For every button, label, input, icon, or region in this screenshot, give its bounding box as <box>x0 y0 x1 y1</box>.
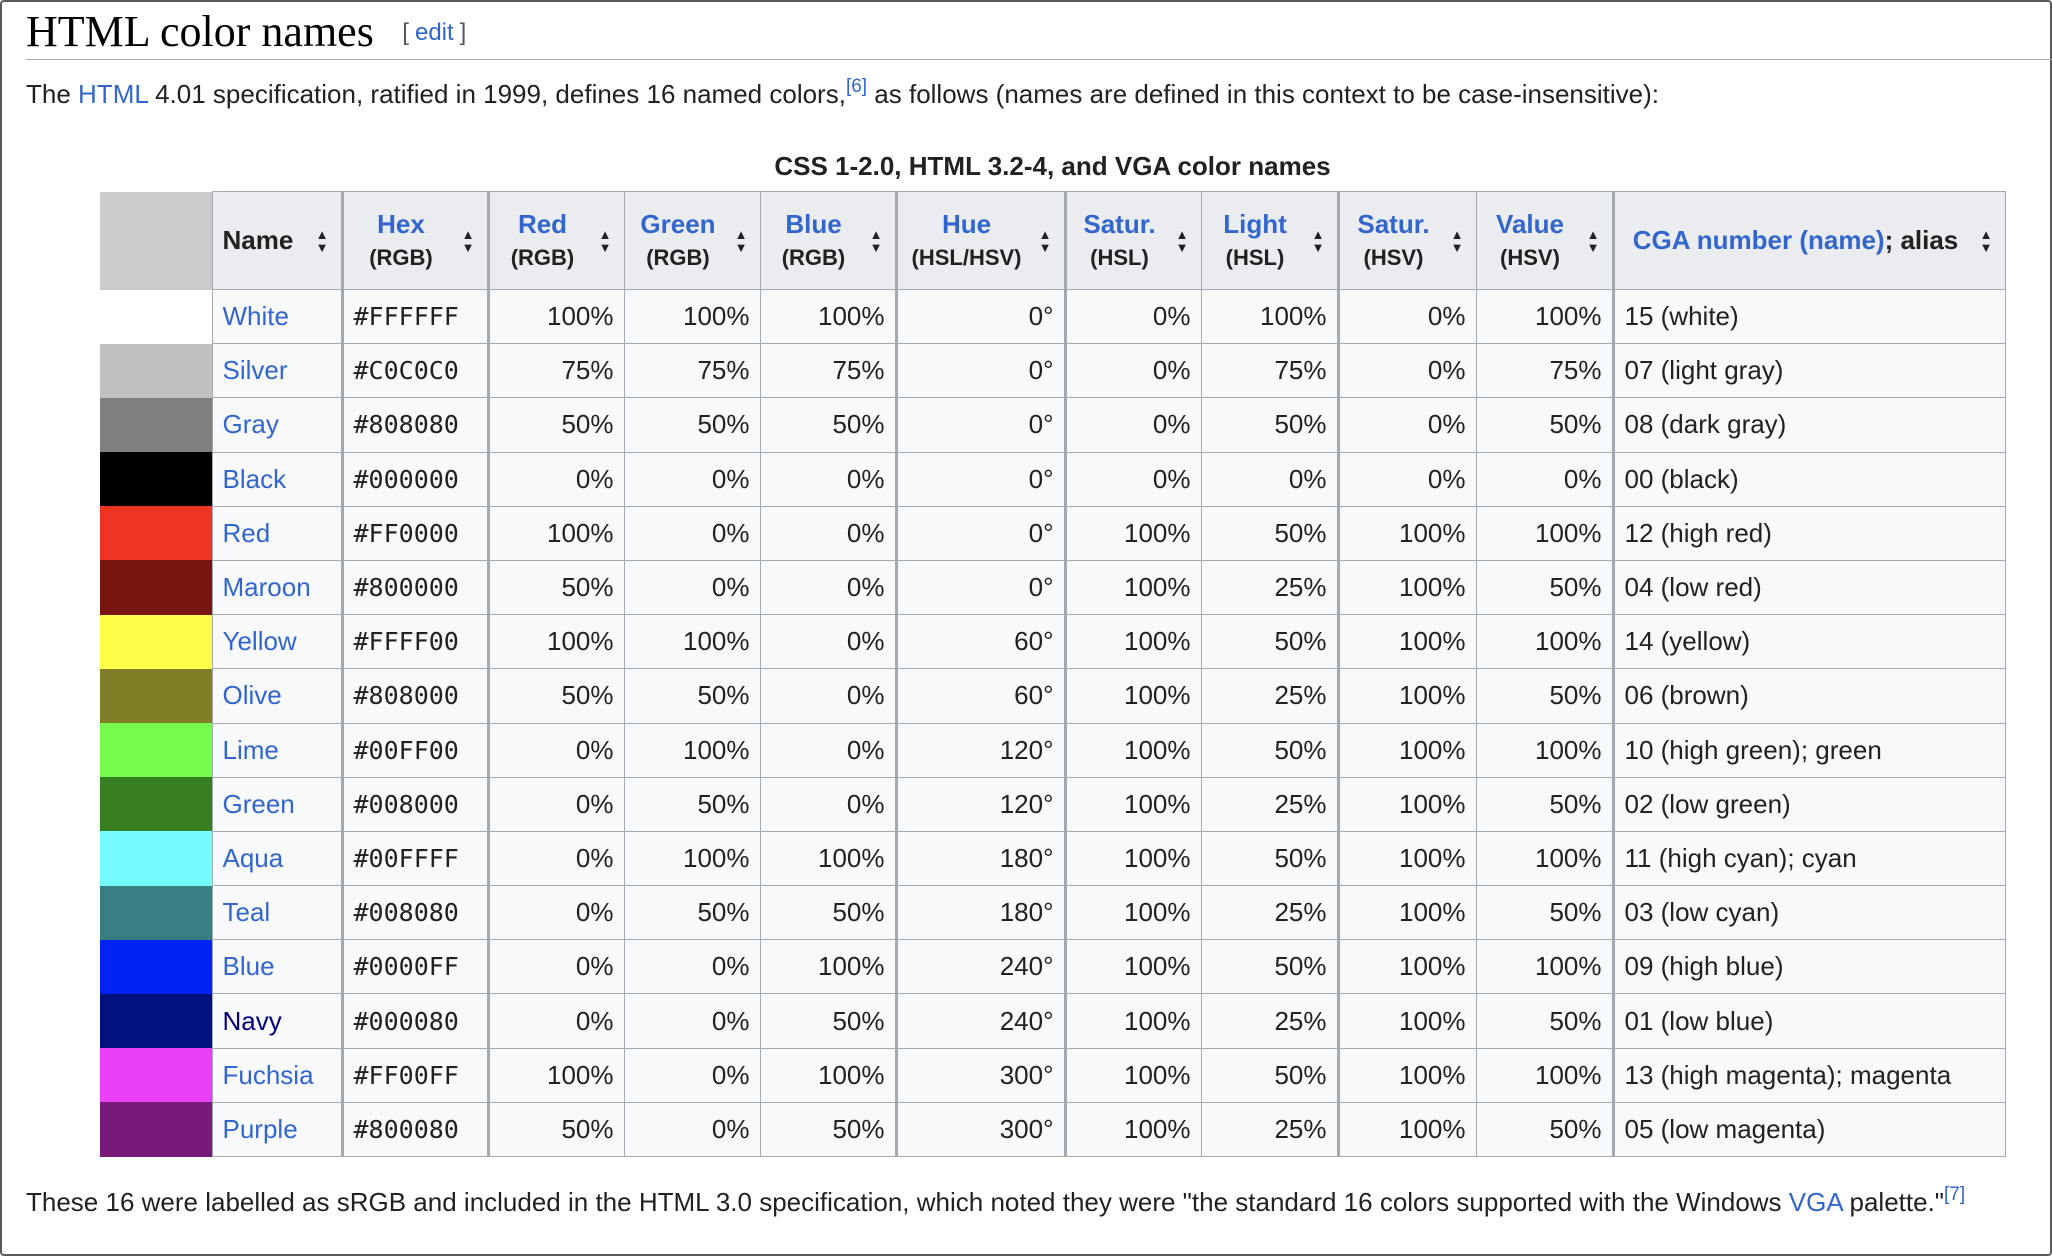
hex-cell: #808000 <box>342 669 488 723</box>
cga-cell: 03 (low cyan) <box>1613 886 2005 940</box>
color-name-cell <box>212 615 342 669</box>
light-cell: 25% <box>1201 560 1338 614</box>
saturation-hsl-cell: 100% <box>1065 994 1201 1048</box>
color-swatch <box>100 398 212 452</box>
color-swatch <box>100 886 212 940</box>
saturation-hsv-cell: 100% <box>1338 669 1476 723</box>
hue-cell: 180° <box>896 831 1065 885</box>
table-row <box>100 886 2005 940</box>
intro-paragraph: The HTML 4.01 specification, ratified in 1999, defines 16 named colors,[6] as follows (names are defined in this context to be case-insensitive): <box>26 76 1660 109</box>
light-cell: 50% <box>1201 831 1338 885</box>
col-header-green[interactable]: Green (RGB) ▲ ▼ <box>624 192 760 290</box>
red-cell: 0% <box>488 886 624 940</box>
hex-cell: #808080 <box>342 398 488 452</box>
col-header-hex[interactable]: Hex (RGB) ▲ ▼ <box>342 192 488 290</box>
light-cell: 50% <box>1201 723 1338 777</box>
sort-icon[interactable]: ▲ ▼ <box>598 226 612 255</box>
color-name-link[interactable]: Green <box>222 788 295 819</box>
red-cell: 0% <box>488 723 624 777</box>
saturation-hsl-cell: 100% <box>1065 777 1201 831</box>
value-cell: 100% <box>1476 831 1613 885</box>
light-cell: 25% <box>1201 886 1338 940</box>
value-cell: 50% <box>1476 560 1613 614</box>
hex-cell: #FF0000 <box>342 506 488 560</box>
col-header-saturation-hsv[interactable]: Satur. (HSV) ▲ ▼ <box>1338 192 1476 290</box>
color-swatch <box>100 723 212 777</box>
table-row <box>100 669 2005 723</box>
color-name-link[interactable]: Gray <box>222 409 279 440</box>
color-swatch <box>100 290 212 344</box>
red-cell: 100% <box>488 1048 624 1102</box>
color-name-link[interactable]: Purple <box>222 1113 298 1144</box>
color-name-link[interactable]: Blue <box>222 951 275 982</box>
color-name-cell <box>212 1048 342 1102</box>
hex-cell: #FFFF00 <box>342 615 488 669</box>
color-name-cell <box>212 290 342 344</box>
blue-cell: 50% <box>760 994 896 1048</box>
sort-icon[interactable]: ▲ ▼ <box>734 226 748 255</box>
color-name-link[interactable]: Olive <box>222 680 282 711</box>
saturation-hsl-cell: 100% <box>1065 560 1201 614</box>
red-cell: 100% <box>488 290 624 344</box>
hex-cell: #800000 <box>342 560 488 614</box>
light-cell: 50% <box>1201 506 1338 560</box>
table-row <box>100 398 2005 452</box>
color-swatch <box>100 994 212 1048</box>
swatch-header <box>100 192 212 290</box>
reference-6: [6] <box>845 76 868 97</box>
hue-cell: 300° <box>896 1102 1065 1156</box>
cga-cell: 06 (brown) <box>1613 669 2005 723</box>
color-swatch <box>100 777 212 831</box>
table-row <box>100 1048 2005 1102</box>
saturation-hsv-cell: 0% <box>1338 398 1476 452</box>
hue-cell: 0° <box>896 560 1065 614</box>
table-row <box>100 723 2005 777</box>
blue-cell: 50% <box>760 1102 896 1156</box>
value-cell: 100% <box>1476 615 1613 669</box>
blue-cell: 0% <box>760 777 896 831</box>
cga-cell: 08 (dark gray) <box>1613 398 2005 452</box>
sort-icon[interactable]: ▲ ▼ <box>1311 226 1325 255</box>
saturation-hsl-cell: 0% <box>1065 290 1201 344</box>
color-name-link[interactable]: Maroon <box>222 572 311 603</box>
saturation-hsv-cell: 100% <box>1338 994 1476 1048</box>
red-cell: 50% <box>488 398 624 452</box>
blue-cell: 0% <box>760 560 896 614</box>
hex-cell: #00FF00 <box>342 723 488 777</box>
value-cell: 50% <box>1476 777 1613 831</box>
saturation-hsv-cell: 100% <box>1338 560 1476 614</box>
cga-cell: 07 (light gray) <box>1613 344 2005 398</box>
blue-cell: 0% <box>760 506 896 560</box>
saturation-hsl-cell: 0% <box>1065 344 1201 398</box>
color-swatch <box>100 1102 212 1156</box>
table-row <box>100 344 2005 398</box>
value-cell: 100% <box>1476 506 1613 560</box>
green-cell: 0% <box>624 506 760 560</box>
saturation-hsv-cell: 0% <box>1338 290 1476 344</box>
green-cell: 50% <box>624 886 760 940</box>
cga-cell: 09 (high blue) <box>1613 940 2005 994</box>
light-cell: 50% <box>1201 398 1338 452</box>
color-swatch <box>100 506 212 560</box>
section-title: HTML color names <box>26 7 374 56</box>
green-cell: 50% <box>624 777 760 831</box>
red-cell: 50% <box>488 1102 624 1156</box>
hex-cell: #C0C0C0 <box>342 344 488 398</box>
table-row <box>100 290 2005 344</box>
table-row <box>100 615 2005 669</box>
cga-cell: 04 (low red) <box>1613 560 2005 614</box>
color-swatch <box>100 452 212 506</box>
table-row <box>100 831 2005 885</box>
red-cell: 0% <box>488 777 624 831</box>
color-name-link[interactable]: Black <box>222 463 287 494</box>
hue-cell: 120° <box>896 777 1065 831</box>
color-name-cell <box>212 723 342 777</box>
col-header-name[interactable]: Name ▲ ▼ <box>212 192 342 290</box>
hue-cell: 120° <box>896 723 1065 777</box>
table-row <box>100 777 2005 831</box>
saturation-hsl-cell: 100% <box>1065 831 1201 885</box>
color-table <box>100 191 2006 1157</box>
color-name-link[interactable]: White <box>222 301 289 332</box>
color-swatch <box>100 669 212 723</box>
color-name-cell <box>212 452 342 506</box>
saturation-hsv-cell: 100% <box>1338 940 1476 994</box>
edit-link[interactable]: edit <box>414 19 454 46</box>
hue-cell: 0° <box>896 452 1065 506</box>
footer-paragraph: These 16 were labelled as sRGB and included in the HTML 3.0 specification, which noted they were "the standard 16 colors supported with the Windows VGA palette."[7] <box>26 1184 1966 1217</box>
saturation-hsv-cell: 100% <box>1338 506 1476 560</box>
reference-7: [7] <box>1944 1184 1966 1205</box>
light-cell: 25% <box>1201 777 1338 831</box>
green-cell: 100% <box>624 723 760 777</box>
color-name-link[interactable]: Teal <box>222 897 271 928</box>
hue-cell: 180° <box>896 886 1065 940</box>
section-heading <box>26 4 2052 60</box>
hex-cell: #FFFFFF <box>342 290 488 344</box>
color-name-link[interactable]: Silver <box>222 355 288 386</box>
hue-cell: 240° <box>896 940 1065 994</box>
hex-cell: #800080 <box>342 1102 488 1156</box>
col-header-red[interactable]: Red (RGB) ▲ ▼ <box>488 192 624 290</box>
color-name-cell <box>212 1102 342 1156</box>
blue-cell: 100% <box>760 940 896 994</box>
table-row <box>100 940 2005 994</box>
col-header-value[interactable]: Value (HSV) ▲ ▼ <box>1476 192 1613 290</box>
hue-cell: 240° <box>896 994 1065 1048</box>
cga-cell: 11 (high cyan); cyan <box>1613 831 2005 885</box>
color-swatch <box>100 560 212 614</box>
col-header-cga[interactable]: CGA number (name); alias ▲ ▼ <box>1613 192 2005 290</box>
saturation-hsv-cell: 100% <box>1338 615 1476 669</box>
color-name-cell <box>212 831 342 885</box>
sort-icon[interactable]: ▲ ▼ <box>1175 226 1189 255</box>
table-row <box>100 506 2005 560</box>
value-cell: 100% <box>1476 940 1613 994</box>
blue-cell: 0% <box>760 723 896 777</box>
col-header-blue[interactable]: Blue (RGB) ▲ ▼ <box>760 192 896 290</box>
sort-icon[interactable]: ▲ ▼ <box>315 226 329 255</box>
saturation-hsl-cell: 100% <box>1065 1048 1201 1102</box>
edit-section: [ edit ] <box>402 19 467 46</box>
value-cell: 50% <box>1476 398 1613 452</box>
red-cell: 75% <box>488 344 624 398</box>
hex-cell: #000000 <box>342 452 488 506</box>
value-cell: 0% <box>1476 452 1613 506</box>
hue-cell: 0° <box>896 398 1065 452</box>
saturation-hsv-cell: 0% <box>1338 344 1476 398</box>
hex-cell: #008000 <box>342 777 488 831</box>
color-swatch <box>100 344 212 398</box>
saturation-hsv-cell: 100% <box>1338 723 1476 777</box>
value-cell: 50% <box>1476 669 1613 723</box>
value-cell: 100% <box>1476 723 1613 777</box>
saturation-hsl-cell: 100% <box>1065 669 1201 723</box>
saturation-hsl-cell: 100% <box>1065 940 1201 994</box>
col-header-light[interactable]: Light (HSL) ▲ ▼ <box>1201 192 1338 290</box>
value-cell: 100% <box>1476 290 1613 344</box>
color-name-cell <box>212 506 342 560</box>
value-cell: 50% <box>1476 886 1613 940</box>
green-cell: 75% <box>624 344 760 398</box>
red-cell: 0% <box>488 452 624 506</box>
cga-cell: 00 (black) <box>1613 452 2005 506</box>
light-cell: 50% <box>1201 615 1338 669</box>
cga-cell: 12 (high red) <box>1613 506 2005 560</box>
blue-cell: 75% <box>760 344 896 398</box>
sort-icon[interactable]: ▲ ▼ <box>1450 226 1464 255</box>
table-caption: CSS 1-2.0, HTML 3.2-4, and VGA color names <box>774 151 1331 181</box>
hue-cell: 0° <box>896 344 1065 398</box>
hue-cell: 60° <box>896 615 1065 669</box>
green-cell: 100% <box>624 831 760 885</box>
green-cell: 50% <box>624 669 760 723</box>
light-cell: 25% <box>1201 669 1338 723</box>
table-row <box>100 452 2005 506</box>
light-cell: 100% <box>1201 290 1338 344</box>
red-cell: 100% <box>488 615 624 669</box>
color-swatch <box>100 1048 212 1102</box>
saturation-hsl-cell: 100% <box>1065 723 1201 777</box>
light-cell: 50% <box>1201 1048 1338 1102</box>
green-cell: 0% <box>624 1102 760 1156</box>
color-swatch <box>100 831 212 885</box>
green-cell: 100% <box>624 290 760 344</box>
red-cell: 0% <box>488 940 624 994</box>
green-cell: 0% <box>624 1048 760 1102</box>
red-cell: 50% <box>488 669 624 723</box>
saturation-hsv-cell: 100% <box>1338 831 1476 885</box>
col-header-saturation-hsl[interactable]: Satur. (HSL) ▲ ▼ <box>1065 192 1201 290</box>
value-cell: 50% <box>1476 994 1613 1048</box>
saturation-hsl-cell: 100% <box>1065 1102 1201 1156</box>
red-cell: 50% <box>488 560 624 614</box>
saturation-hsl-cell: 100% <box>1065 886 1201 940</box>
light-cell: 50% <box>1201 940 1338 994</box>
hue-cell: 0° <box>896 506 1065 560</box>
hue-cell: 60° <box>896 669 1065 723</box>
color-name-link[interactable]: Lime <box>222 734 279 765</box>
green-cell: 0% <box>624 452 760 506</box>
red-cell: 0% <box>488 994 624 1048</box>
color-name-cell <box>212 344 342 398</box>
saturation-hsv-cell: 0% <box>1338 452 1476 506</box>
light-cell: 0% <box>1201 452 1338 506</box>
cga-cell: 10 (high green); green <box>1613 723 2005 777</box>
cga-cell: 05 (low magenta) <box>1613 1102 2005 1156</box>
color-swatch <box>100 940 212 994</box>
green-cell: 100% <box>624 615 760 669</box>
light-cell: 25% <box>1201 1102 1338 1156</box>
hex-cell: #0000FF <box>342 940 488 994</box>
sort-icon[interactable]: ▲ ▼ <box>869 226 883 255</box>
color-name-cell <box>212 560 342 614</box>
saturation-hsv-cell: 100% <box>1338 886 1476 940</box>
color-name-link[interactable]: Aqua <box>222 842 284 873</box>
blue-cell: 50% <box>760 886 896 940</box>
cga-cell: 15 (white) <box>1613 290 2005 344</box>
cga-cell: 13 (high magenta); magenta <box>1613 1048 2005 1102</box>
saturation-hsv-cell: 100% <box>1338 1102 1476 1156</box>
red-cell: 0% <box>488 831 624 885</box>
blue-cell: 100% <box>760 831 896 885</box>
header-row <box>100 192 2005 290</box>
table-body <box>100 290 2005 1157</box>
green-cell: 50% <box>624 398 760 452</box>
green-cell: 0% <box>624 940 760 994</box>
table-row <box>100 1102 2005 1156</box>
blue-cell: 0% <box>760 615 896 669</box>
cga-cell: 02 (low green) <box>1613 777 2005 831</box>
light-cell: 25% <box>1201 994 1338 1048</box>
color-swatch <box>100 615 212 669</box>
color-name-cell <box>212 994 342 1048</box>
green-cell: 0% <box>624 560 760 614</box>
color-name-link[interactable]: Red <box>222 517 271 548</box>
cga-link[interactable]: CGA number (name) <box>1632 225 1885 255</box>
value-cell: 50% <box>1476 1102 1613 1156</box>
color-name-cell <box>212 398 342 452</box>
saturation-hsv-cell: 100% <box>1338 1048 1476 1102</box>
red-cell: 100% <box>488 506 624 560</box>
table-row <box>100 560 2005 614</box>
saturation-hsl-cell: 100% <box>1065 506 1201 560</box>
blue-cell: 0% <box>760 669 896 723</box>
blue-cell: 50% <box>760 398 896 452</box>
hex-cell: #FF00FF <box>342 1048 488 1102</box>
cga-cell: 14 (yellow) <box>1613 615 2005 669</box>
hex-cell: #000080 <box>342 994 488 1048</box>
green-cell: 0% <box>624 994 760 1048</box>
color-name-cell <box>212 669 342 723</box>
sort-icon[interactable]: ▲ ▼ <box>461 226 475 255</box>
blue-cell: 100% <box>760 290 896 344</box>
hue-cell: 300° <box>896 1048 1065 1102</box>
value-cell: 75% <box>1476 344 1613 398</box>
cga-cell: 01 (low blue) <box>1613 994 2005 1048</box>
saturation-hsl-cell: 0% <box>1065 398 1201 452</box>
saturation-hsl-cell: 0% <box>1065 452 1201 506</box>
hex-cell: #00FFFF <box>342 831 488 885</box>
saturation-hsl-cell: 100% <box>1065 615 1201 669</box>
sort-icon[interactable]: ▲ ▼ <box>1586 226 1600 255</box>
color-name-link[interactable]: Navy <box>222 1005 282 1036</box>
color-name-link[interactable]: Yellow <box>222 626 297 657</box>
hex-cell: #008080 <box>342 886 488 940</box>
blue-cell: 0% <box>760 452 896 506</box>
color-name-cell <box>212 886 342 940</box>
saturation-hsv-cell: 100% <box>1338 777 1476 831</box>
table-row <box>100 994 2005 1048</box>
html-link[interactable]: HTML <box>78 79 148 109</box>
color-name-link[interactable]: Fuchsia <box>222 1059 314 1090</box>
sort-icon[interactable]: ▲ ▼ <box>1038 226 1052 255</box>
color-name-cell <box>212 777 342 831</box>
hue-cell: 0° <box>896 290 1065 344</box>
value-cell: 100% <box>1476 1048 1613 1102</box>
col-header-hue[interactable]: Hue (HSL/HSV) ▲ ▼ <box>896 192 1065 290</box>
blue-cell: 100% <box>760 1048 896 1102</box>
light-cell: 75% <box>1201 344 1338 398</box>
sort-icon[interactable]: ▲ ▼ <box>1979 226 1993 255</box>
vga-link[interactable]: VGA <box>1788 1187 1843 1217</box>
color-name-cell <box>212 940 342 994</box>
